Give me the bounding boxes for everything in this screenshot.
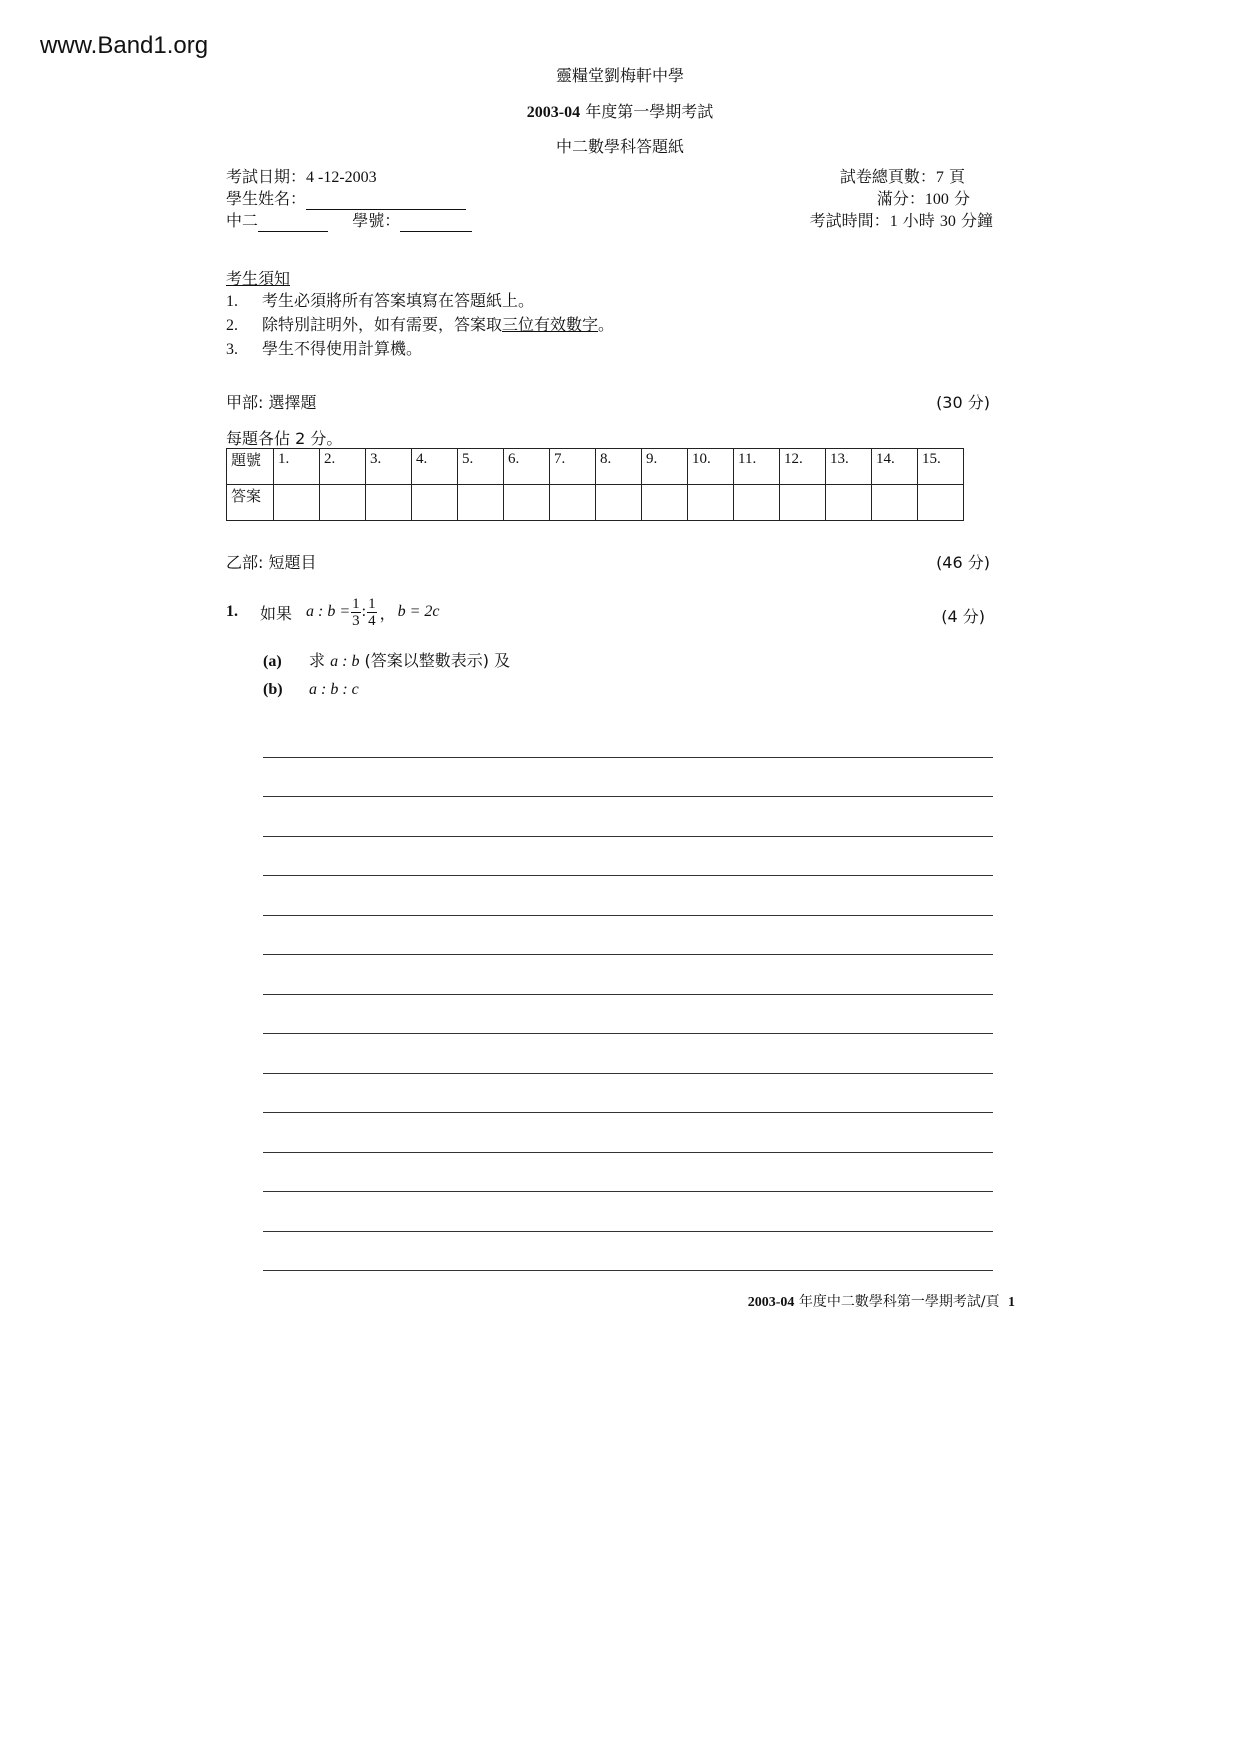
footer-page-number: 1 bbox=[1008, 1295, 1015, 1310]
mcq-answer-cell[interactable] bbox=[780, 485, 826, 521]
notice-title: 考生須知 bbox=[226, 269, 291, 288]
watermark-url: www.Band1.org bbox=[40, 32, 209, 59]
student-name-label: 學生姓名： bbox=[226, 189, 307, 208]
exam-time-minutes: 30 bbox=[939, 213, 956, 230]
mcq-answer-cell[interactable] bbox=[642, 485, 688, 521]
section-b-title: 乙部 bbox=[226, 553, 259, 572]
mcq-answer-cell[interactable] bbox=[458, 485, 504, 521]
section-b-heading bbox=[226, 550, 317, 573]
exam-term: 年度第一學期考試 bbox=[585, 102, 714, 121]
answer-line[interactable] bbox=[263, 994, 993, 995]
answer-line[interactable] bbox=[263, 1033, 993, 1034]
full-marks-unit: 分 bbox=[953, 189, 970, 208]
mcq-question-number: 4. bbox=[412, 449, 458, 485]
question-1-lead: 如果 bbox=[260, 603, 293, 623]
answer-line[interactable] bbox=[263, 1152, 993, 1153]
expr-separator: ， bbox=[379, 603, 396, 623]
mcq-question-number: 13. bbox=[826, 449, 872, 485]
notice-item-number: 3. bbox=[226, 341, 238, 358]
answer-line[interactable] bbox=[263, 954, 993, 955]
exam-time-hours: 1 bbox=[889, 213, 898, 230]
exam-time-minutes-unit: 分鐘 bbox=[960, 211, 993, 230]
section-a-marks: (30 分) bbox=[936, 393, 990, 412]
section-b-colon: : bbox=[258, 553, 264, 572]
part-b-label: (b) bbox=[263, 681, 283, 698]
part-a-text-pre: 求 bbox=[309, 651, 326, 670]
exam-time-label: 考試時間： bbox=[809, 211, 890, 230]
footer-text: 年度中二數學科第一學期考試/頁 bbox=[798, 1294, 1000, 1310]
mcq-question-number: 12. bbox=[780, 449, 826, 485]
mcq-answer-cell[interactable] bbox=[872, 485, 918, 521]
mcq-answer-row bbox=[227, 485, 964, 521]
mcq-question-number: 2. bbox=[320, 449, 366, 485]
section-a-colon: : bbox=[258, 393, 264, 412]
mcq-answer-cell[interactable] bbox=[918, 485, 964, 521]
question-1-expr-lhs: a : b = bbox=[306, 603, 351, 620]
question-1-number: 1. bbox=[226, 603, 238, 620]
mcq-question-number: 3. bbox=[366, 449, 412, 485]
question-1-expr-2: b = 2c bbox=[397, 603, 440, 620]
mcq-question-number: 6. bbox=[504, 449, 550, 485]
part-a-label: (a) bbox=[263, 653, 282, 670]
notice-item bbox=[226, 313, 614, 337]
section-b-name: 短題目 bbox=[268, 553, 317, 572]
section-a-note: 每題各佔 2 分。 bbox=[226, 429, 343, 448]
part-b-expr: a : b : c bbox=[309, 681, 359, 698]
mcq-question-row bbox=[227, 449, 964, 485]
section-a-name: 選擇題 bbox=[268, 393, 317, 412]
mcq-answer-cell[interactable] bbox=[320, 485, 366, 521]
exam-time-hours-unit: 小時 bbox=[902, 211, 935, 230]
answer-line[interactable] bbox=[263, 1191, 993, 1192]
mcq-answer-table bbox=[226, 448, 964, 521]
mcq-row-label-answer: 答案 bbox=[227, 485, 274, 521]
page-footer bbox=[748, 1291, 1015, 1311]
notice-item-number: 2. bbox=[226, 317, 238, 334]
notice-item-text: 學生不得使用計算機。 bbox=[262, 339, 423, 358]
total-pages-value: 7 bbox=[935, 169, 944, 186]
answer-line[interactable] bbox=[263, 836, 993, 837]
mcq-answer-cell[interactable] bbox=[688, 485, 734, 521]
mcq-question-number: 5. bbox=[458, 449, 504, 485]
school-name: 靈糧堂劉梅軒中學 bbox=[555, 66, 684, 85]
mcq-answer-cell[interactable] bbox=[550, 485, 596, 521]
paper-title: 中二數學科答題紙 bbox=[555, 137, 684, 156]
mcq-answer-cell[interactable] bbox=[412, 485, 458, 521]
question-1-marks: (4 分) bbox=[941, 607, 985, 626]
full-marks-value: 100 bbox=[924, 191, 949, 208]
notice-item bbox=[226, 289, 614, 313]
class-label: 中二 bbox=[226, 211, 259, 230]
section-a-title: 甲部 bbox=[226, 393, 259, 412]
mcq-answer-cell[interactable] bbox=[274, 485, 320, 521]
mcq-question-number: 7. bbox=[550, 449, 596, 485]
total-pages-unit: 頁 bbox=[948, 167, 965, 186]
fraction-numerator: 1 bbox=[368, 595, 376, 612]
student-number-label: 學號： bbox=[352, 211, 401, 230]
notice-list bbox=[226, 289, 614, 361]
notice-item-text: 考生必須將所有答案填寫在答題紙上。 bbox=[262, 291, 535, 310]
notice-item-text-end: 。 bbox=[598, 315, 615, 334]
class-number-line bbox=[226, 210, 472, 232]
exam-time-line bbox=[810, 210, 993, 233]
notice-item-number: 1. bbox=[226, 293, 238, 310]
ratio-colon: : bbox=[361, 603, 367, 620]
question-1-part-b bbox=[263, 679, 359, 699]
answer-line[interactable] bbox=[263, 1231, 993, 1232]
mcq-question-number: 15. bbox=[918, 449, 964, 485]
total-pages-line bbox=[840, 166, 965, 189]
fraction-one-quarter bbox=[367, 596, 377, 629]
student-name-line bbox=[226, 188, 466, 210]
notice-item bbox=[226, 337, 614, 361]
answer-line[interactable] bbox=[263, 796, 993, 797]
mcq-answer-cell[interactable] bbox=[504, 485, 550, 521]
class-blank[interactable] bbox=[258, 213, 328, 232]
student-name-blank[interactable] bbox=[306, 191, 466, 210]
notice-item-text: 除特別註明外，如有需要，答案取 bbox=[262, 315, 503, 334]
full-marks-line bbox=[877, 188, 970, 211]
section-b-marks: (46 分) bbox=[936, 553, 990, 572]
mcq-question-number: 9. bbox=[642, 449, 688, 485]
mcq-row-label-question: 題號 bbox=[227, 449, 274, 485]
answer-line[interactable] bbox=[263, 915, 993, 916]
full-marks-label: 滿分： bbox=[876, 189, 925, 208]
fraction-denominator: 3 bbox=[352, 612, 360, 629]
answer-line[interactable] bbox=[263, 1270, 993, 1271]
exam-date-line bbox=[226, 166, 377, 189]
mcq-answer-cell[interactable] bbox=[734, 485, 780, 521]
student-number-blank[interactable] bbox=[400, 213, 472, 232]
mcq-question-number: 1. bbox=[274, 449, 320, 485]
exam-year: 2003-04 bbox=[526, 104, 581, 121]
answer-line[interactable] bbox=[263, 875, 993, 876]
mcq-question-number: 10. bbox=[688, 449, 734, 485]
exam-date-value: 4 -12-2003 bbox=[306, 169, 377, 186]
total-pages-label: 試卷總頁數： bbox=[839, 167, 936, 186]
fraction-numerator: 1 bbox=[352, 595, 360, 612]
mcq-question-number: 14. bbox=[872, 449, 918, 485]
question-1-part-a bbox=[263, 648, 510, 671]
exam-date-label: 考試日期： bbox=[226, 167, 307, 186]
notice-item-underlined-text: 三位有效數字 bbox=[502, 315, 599, 334]
answer-line[interactable] bbox=[263, 1112, 993, 1113]
mcq-answer-cell[interactable] bbox=[366, 485, 412, 521]
mcq-question-number: 8. bbox=[596, 449, 642, 485]
mcq-answer-cell[interactable] bbox=[596, 485, 642, 521]
part-a-expr: a : b bbox=[330, 653, 360, 670]
question-1 bbox=[226, 592, 440, 632]
fraction-denominator: 4 bbox=[368, 612, 376, 629]
fraction-one-third bbox=[351, 596, 361, 629]
mcq-answer-cell[interactable] bbox=[826, 485, 872, 521]
part-a-text-post: (答案以整數表示) 及 bbox=[364, 651, 511, 670]
mcq-question-number: 11. bbox=[734, 449, 780, 485]
answer-line[interactable] bbox=[263, 757, 993, 758]
exam-title bbox=[0, 99, 1240, 122]
footer-year: 2003-04 bbox=[747, 1295, 795, 1310]
answer-line[interactable] bbox=[263, 1073, 993, 1074]
section-a-heading bbox=[226, 390, 317, 413]
